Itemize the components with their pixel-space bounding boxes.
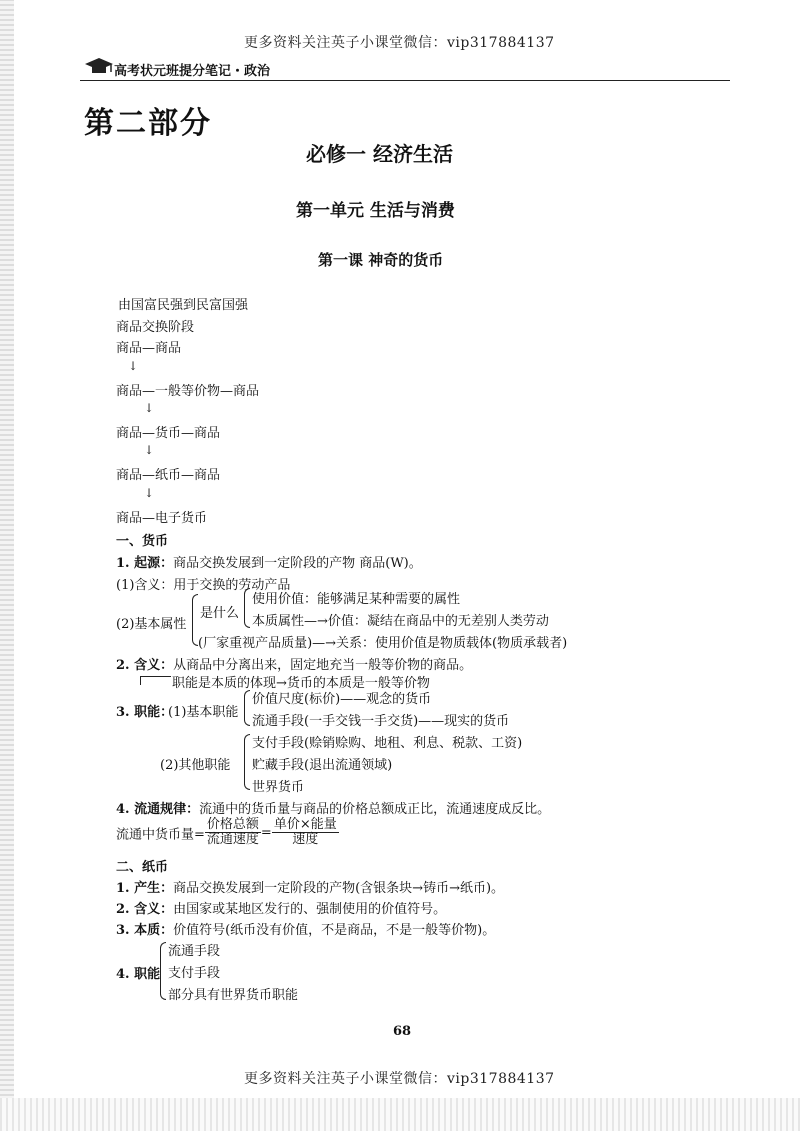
unit-title: 第一单元 生活与消费 xyxy=(296,201,455,221)
other-func-brace xyxy=(244,734,250,790)
formula xyxy=(116,818,339,848)
nature-attr: 本质属性—→价值：凝结在商品中的无差别人类劳动 xyxy=(252,614,549,629)
formula-fraction-1 xyxy=(205,818,261,848)
s2-p4-label: 4. 职能 xyxy=(116,967,161,982)
flow-step-4: 商品—纸币—商品 xyxy=(116,468,221,483)
f1-numerator: 价格总额 xyxy=(206,817,259,832)
use-value: 使用价值：能够满足某种需要的属性 xyxy=(252,592,461,607)
attr-label: (2)基本属性 xyxy=(116,617,187,632)
running-header: 高考状元班提分笔记・政治 xyxy=(114,64,271,79)
s2-p2-label: 2. 含义： xyxy=(116,902,174,917)
world-money: 世界货币 xyxy=(252,780,305,795)
s2-p3 xyxy=(116,919,495,938)
s2-p3-label: 3. 本质： xyxy=(116,923,174,938)
down-arrow-icon: ↓ xyxy=(144,401,155,415)
def-text: 从商品中分离出来，固定地充当一般等价物的商品。 xyxy=(173,658,473,673)
header-rule xyxy=(80,80,730,81)
f1-denominator: 流通速度 xyxy=(206,832,259,848)
law-label: 4. 流通规律： xyxy=(116,802,200,817)
other-func-label: (2)其他职能 xyxy=(160,758,231,773)
intro-line: 由国富民强到民富国强 xyxy=(118,298,249,313)
scan-edge-bottom xyxy=(0,1098,800,1131)
s2-func-3: 部分具有世界货币职能 xyxy=(168,988,299,1003)
down-arrow-icon: ↓ xyxy=(144,486,155,500)
store-means: 贮藏手段(退出流通领域) xyxy=(252,758,393,773)
func-label: 3. 职能： xyxy=(116,705,174,720)
basic-func-brace xyxy=(244,690,250,726)
value-measure: 价值尺度(标价)——观念的货币 xyxy=(252,692,432,707)
flow-step-3: 商品—货币—商品 xyxy=(116,426,221,441)
circulation-means: 流通手段(一手交钱一手交货)——现实的货币 xyxy=(252,714,510,729)
basic-func-label: (1)基本职能 xyxy=(168,705,239,720)
formula-fraction-2 xyxy=(272,818,339,848)
down-arrow-icon: ↓ xyxy=(144,443,155,457)
s2-p2 xyxy=(116,898,446,917)
what-brace xyxy=(244,588,250,628)
flow-step-1: 商品—商品 xyxy=(116,341,182,356)
f2-denominator: 速度 xyxy=(292,832,319,848)
s2-p1-label: 1. 产生： xyxy=(116,881,174,896)
law-line xyxy=(116,798,550,817)
flow-heading: 商品交换阶段 xyxy=(116,320,195,335)
lesson-title: 第一课 神奇的货币 xyxy=(318,251,444,269)
formula-equals: = xyxy=(260,825,272,841)
flow-step-2: 商品—一般等价物—商品 xyxy=(116,384,260,399)
book-title: 必修一 经济生活 xyxy=(306,142,453,166)
section1-heading: 一、货币 xyxy=(116,534,169,549)
formula-label: 流通中货币量= xyxy=(116,827,205,843)
scan-edge-left xyxy=(0,0,14,1131)
f2-numerator: 单价×能量 xyxy=(273,817,337,832)
what-label: 是什么 xyxy=(200,606,240,621)
graduation-cap-icon xyxy=(84,56,114,80)
meaning-line: (1)含义：用于交换的劳动产品 xyxy=(116,578,291,593)
payment-means: 支付手段(赊销赊购、地租、利息、税款、工资) xyxy=(252,736,523,751)
part-title: 第二部分 xyxy=(84,106,212,141)
watermark-top: 更多资料关注英子小课堂微信：vip317884137 xyxy=(244,35,555,51)
s2-p1-text: 商品交换发展到一定阶段的产物(含银条块→铸币→纸币)。 xyxy=(173,881,505,896)
s2-p3-text: 价值符号(纸币没有价值，不是商品，不是一般等价物)。 xyxy=(173,923,496,938)
watermark-bottom: 更多资料关注英子小课堂微信：vip317884137 xyxy=(244,1071,555,1087)
page-number: 68 xyxy=(393,1024,412,1039)
flow-step-5: 商品—电子货币 xyxy=(116,511,208,526)
origin-line xyxy=(116,552,422,571)
func-note: 职能是本质的体现→货币的本质是一般等价物 xyxy=(172,676,430,691)
s2-p2-text: 由国家或某地区发行的、强制使用的价值符号。 xyxy=(173,902,447,917)
down-arrow-icon: ↓ xyxy=(128,359,139,373)
s2-func-2: 支付手段 xyxy=(168,966,221,981)
origin-text: 商品交换发展到一定阶段的产物 商品(W)。 xyxy=(173,556,422,571)
s2-func-1: 流通手段 xyxy=(168,944,221,959)
s2-p1 xyxy=(116,877,504,896)
s2-func-brace xyxy=(160,942,166,1000)
section2-heading: 二、纸币 xyxy=(116,860,169,875)
def-label: 2. 含义： xyxy=(116,658,174,673)
law-text: 流通中的货币量与商品的价格总额成正比，流通速度成反比。 xyxy=(199,802,551,817)
func-note-connector xyxy=(140,676,171,685)
origin-label: 1. 起源： xyxy=(116,556,174,571)
def-line xyxy=(116,654,472,673)
relation-line: (厂家重视产品质量)—→关系：使用价值是物质载体(物质承载者) xyxy=(198,636,568,651)
